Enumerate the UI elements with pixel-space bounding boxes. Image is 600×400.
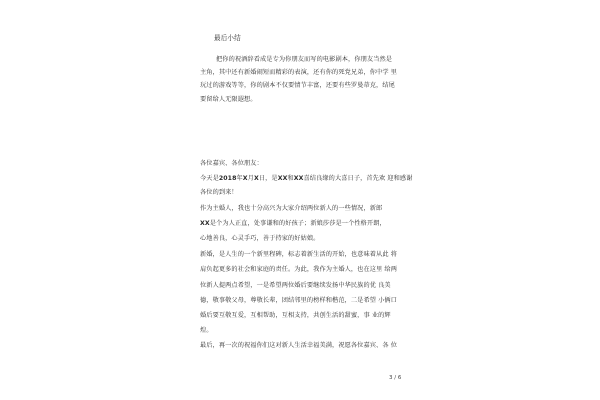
paragraph-line: 肩负起更多的社会和家庭的责任。为此，我作为主婚人，也在这里 给两	[200, 266, 397, 273]
groom-intro-text: 是个为人正直，处事谦和的好孩子；新娘莎莎是一个性格开朗，	[209, 220, 386, 227]
date-text: 喜结良缘的大喜日子，首先欢 迎和感谢	[303, 175, 413, 182]
date-day: X	[253, 175, 259, 182]
paragraph-line: 婚后要互敬互爱，互相帮助，互相支持，共创生活的甜蜜，事 业的辉	[200, 312, 391, 319]
paragraph-line: 德，敬事敬父母，尊敬长辈，团结邻里的榜样和楷范，二是希望 小俩口	[200, 297, 397, 304]
greeting-line: 各位嘉宾、各位朋友：	[200, 160, 263, 167]
paragraph-line: 主角，其中还有新婚闹短而精彩的表演，还有你的死党兄弟，你中学 里	[200, 69, 397, 76]
date-month: X	[242, 175, 248, 182]
date-text: 今天是	[200, 175, 219, 182]
paragraph-line: 玩过的游戏等等，你的剧本不仅要情节丰富，还要有些罗曼蒂克，结尾	[200, 82, 395, 89]
groom-name: XX	[200, 220, 210, 227]
paragraph-line: 最后，再一次的祝福你们这对新人生活幸福美满，祝愿各位嘉宾、各 位	[200, 342, 397, 349]
paragraph-line: 要留给人无限遐想。	[200, 96, 257, 103]
section-heading: 最后小结	[214, 34, 241, 42]
paragraph-line: 位新人提两点希望，一是希望两位婚后要继续发扬中华民族的优 良美	[200, 282, 391, 289]
paragraph-line: 作为主婚人，我也十分高兴为大家介绍两位新人的一些情况，新郎	[200, 205, 383, 212]
paragraph-line: 煌。	[200, 327, 213, 334]
date-text: 年	[236, 175, 243, 182]
groom-intro-line	[200, 220, 386, 228]
groom-name: XX	[277, 175, 288, 182]
date-line	[200, 175, 412, 183]
date-text: 月	[247, 175, 254, 182]
paragraph-line: 各位的到来！	[200, 189, 238, 196]
date-year: 2018	[218, 175, 237, 182]
date-text: 和	[287, 175, 294, 182]
page-number: 3 / 6	[389, 375, 402, 381]
date-text: 日，是	[258, 175, 278, 182]
paragraph-line: 把你的祝酒辞看成是专为你朋友而写的电影剧本，你朋友当然是	[216, 56, 393, 63]
paragraph-line: 新婚，是人生的一个新里程碑，标志着新生活的开始，也意味着从此 将	[200, 251, 397, 258]
paragraph-line: 心地善良，心灵手巧，善于持家的好姑娘。	[200, 235, 320, 242]
bride-name: XX	[293, 175, 304, 182]
